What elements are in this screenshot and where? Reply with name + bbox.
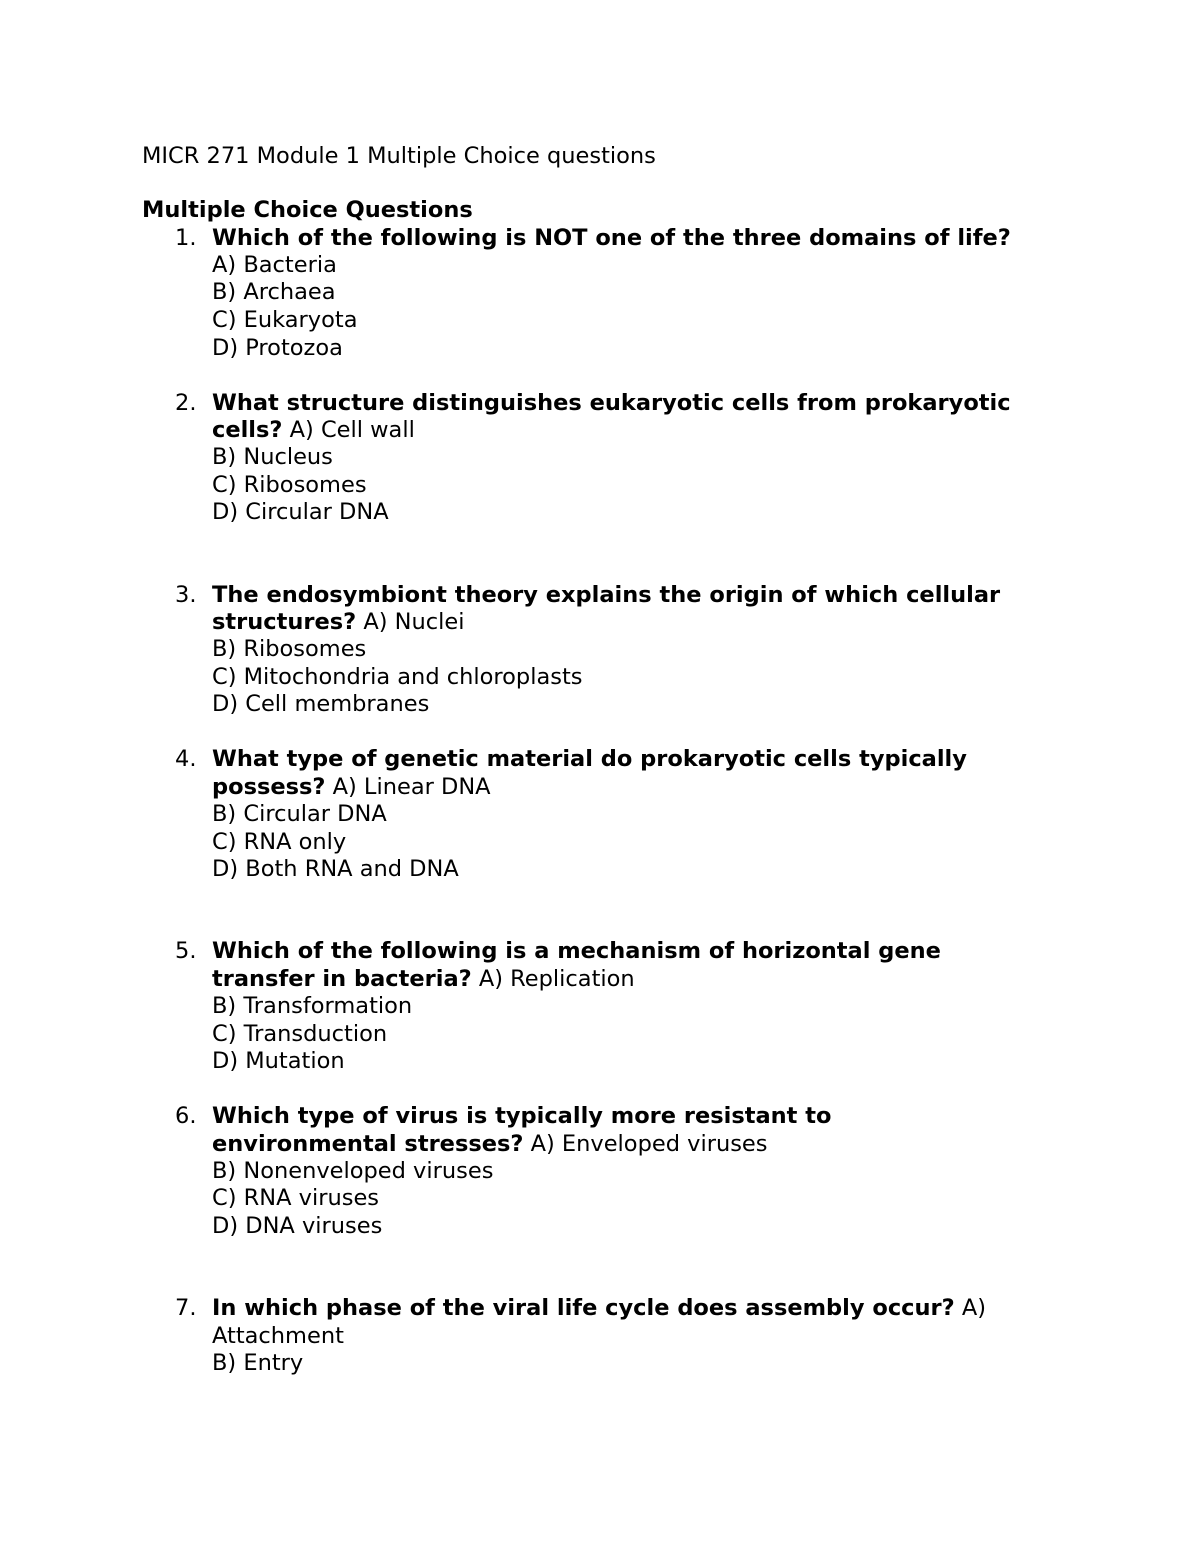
section-heading: Multiple Choice Questions bbox=[142, 197, 473, 223]
question-stem: Which of the following is NOT one of the three domains of life? bbox=[212, 225, 1011, 251]
answer-option: A) Cell wall bbox=[289, 417, 415, 443]
question-number: 3. bbox=[175, 582, 197, 608]
question-stem: In which phase of the viral life cycle does assembly occur? bbox=[212, 1295, 955, 1321]
question-number: 4. bbox=[175, 746, 197, 772]
question-stem: environmental stresses? bbox=[212, 1131, 524, 1157]
question-stem: What structure distinguishes eukaryotic cells from prokaryotic bbox=[212, 390, 1011, 416]
answer-option: A) Replication bbox=[478, 966, 635, 992]
question-stem: The endosymbiont theory explains the origin of which cellular bbox=[212, 582, 1001, 608]
question-number: 7. bbox=[175, 1295, 197, 1321]
question-number: 2. bbox=[175, 390, 197, 416]
question-stem-continuation bbox=[212, 1130, 768, 1158]
answer-option: B) Entry bbox=[212, 1350, 304, 1376]
answer-option: A) Nuclei bbox=[363, 609, 465, 635]
question-stem: Which of the following is a mechanism of horizontal gene bbox=[212, 938, 941, 964]
question-number: 6. bbox=[175, 1103, 197, 1129]
question-stem: Which type of virus is typically more resistant to bbox=[212, 1103, 832, 1129]
answer-option: B) Circular DNA bbox=[212, 801, 387, 827]
answer-option: B) Ribosomes bbox=[212, 636, 367, 662]
question-stem: structures? bbox=[212, 609, 357, 635]
question-stem-continuation bbox=[212, 965, 635, 993]
question-stem-continuation bbox=[212, 608, 464, 636]
answer-option: C) Transduction bbox=[212, 1021, 388, 1047]
answer-option: B) Nonenveloped viruses bbox=[212, 1158, 494, 1184]
answer-option: B) Nucleus bbox=[212, 444, 333, 470]
answer-option: C) RNA viruses bbox=[212, 1185, 380, 1211]
question-stem: cells? bbox=[212, 417, 283, 443]
answer-option: A) bbox=[961, 1295, 986, 1321]
answer-option: C) Eukaryota bbox=[212, 307, 358, 333]
question-stem-line bbox=[212, 1294, 986, 1322]
answer-option: D) Mutation bbox=[212, 1048, 345, 1074]
question-stem: What type of genetic material do prokaryotic cells typically bbox=[212, 746, 967, 772]
answer-option: C) RNA only bbox=[212, 829, 347, 855]
answer-option: B) Archaea bbox=[212, 279, 336, 305]
answer-option: A) Linear DNA bbox=[332, 774, 491, 800]
answer-option: D) Circular DNA bbox=[212, 499, 389, 525]
question-stem-continuation bbox=[212, 773, 491, 801]
answer-option: A) Bacteria bbox=[212, 252, 337, 278]
answer-option: C) Ribosomes bbox=[212, 472, 367, 498]
answer-option: C) Mitochondria and chloroplasts bbox=[212, 664, 583, 690]
answer-option: A) Enveloped viruses bbox=[530, 1131, 768, 1157]
answer-option: D) Both RNA and DNA bbox=[212, 856, 459, 882]
answer-option-continuation: Attachment bbox=[212, 1323, 344, 1349]
question-number: 5. bbox=[175, 938, 197, 964]
question-stem: transfer in bacteria? bbox=[212, 966, 472, 992]
answer-option: B) Transformation bbox=[212, 993, 413, 1019]
answer-option: D) Protozoa bbox=[212, 335, 343, 361]
answer-option: D) DNA viruses bbox=[212, 1213, 383, 1239]
question-number: 1. bbox=[175, 225, 197, 251]
question-stem-continuation bbox=[212, 416, 415, 444]
document-title: MICR 271 Module 1 Multiple Choice questions bbox=[142, 143, 656, 169]
answer-option: D) Cell membranes bbox=[212, 691, 430, 717]
question-stem: possess? bbox=[212, 774, 326, 800]
